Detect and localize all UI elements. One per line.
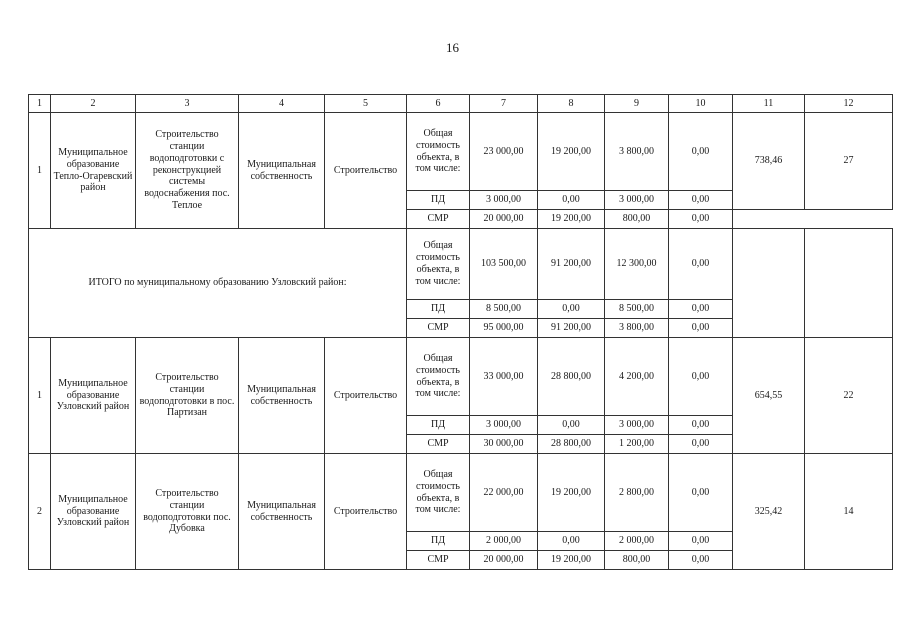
value-cell: 30 000,00 bbox=[470, 435, 538, 454]
value-cell: 2 000,00 bbox=[470, 532, 538, 551]
cost-label: Общая стоимость объекта, в том числе: bbox=[407, 454, 470, 532]
value-cell: 3 000,00 bbox=[470, 416, 538, 435]
col-header: 11 bbox=[733, 95, 805, 113]
cost-label: СМР bbox=[407, 435, 470, 454]
value-cell: 8 500,00 bbox=[470, 300, 538, 319]
object-cell: Строительство станции водоподготовки с реконструкцией системы водоснабжения пос. Теплое bbox=[136, 113, 239, 229]
col-header: 1 bbox=[29, 95, 51, 113]
value-cell: 28 800,00 bbox=[538, 338, 605, 416]
value-cell: 0,00 bbox=[669, 435, 733, 454]
page-number: 16 bbox=[446, 40, 459, 55]
value-cell: 0,00 bbox=[669, 454, 733, 532]
value-cell: 3 000,00 bbox=[605, 416, 669, 435]
col-header: 4 bbox=[239, 95, 325, 113]
value-cell: 0,00 bbox=[538, 416, 605, 435]
indicator-cell: 22 bbox=[805, 338, 893, 454]
value-cell: 0,00 bbox=[669, 532, 733, 551]
value-cell: 12 300,00 bbox=[605, 229, 669, 300]
cost-label: ПД bbox=[407, 416, 470, 435]
cost-label: СМР bbox=[407, 551, 470, 570]
value-cell: 3 000,00 bbox=[470, 191, 538, 210]
value-cell: 0,00 bbox=[669, 229, 733, 300]
value-cell: 91 200,00 bbox=[538, 229, 605, 300]
value-cell: 3 800,00 bbox=[605, 319, 669, 338]
value-cell: 0,00 bbox=[669, 113, 733, 191]
value-cell: 20 000,00 bbox=[470, 210, 538, 229]
col-header: 10 bbox=[669, 95, 733, 113]
row-number: 1 bbox=[29, 113, 51, 229]
indicator-cell: 325,42 bbox=[733, 454, 805, 570]
value-cell: 8 500,00 bbox=[605, 300, 669, 319]
header-row bbox=[29, 95, 893, 113]
table-row bbox=[29, 338, 893, 416]
value-cell: 0,00 bbox=[669, 338, 733, 416]
cost-label: СМР bbox=[407, 210, 470, 229]
cost-label: СМР bbox=[407, 319, 470, 338]
value-cell: 800,00 bbox=[605, 551, 669, 570]
value-cell: 3 000,00 bbox=[605, 191, 669, 210]
indicator-cell: 27 bbox=[805, 113, 893, 210]
row-number: 1 bbox=[29, 338, 51, 454]
value-cell: 23 000,00 bbox=[470, 113, 538, 191]
col-header: 7 bbox=[470, 95, 538, 113]
value-cell: 0,00 bbox=[669, 300, 733, 319]
col-header: 5 bbox=[325, 95, 407, 113]
ownership-cell: Муниципальная собственность bbox=[239, 454, 325, 570]
empty-cell bbox=[805, 229, 893, 338]
indicator-cell: 654,55 bbox=[733, 338, 805, 454]
ownership-cell: Муниципальная собственность bbox=[239, 113, 325, 229]
indicator-cell: 738,46 bbox=[733, 113, 805, 210]
value-cell: 0,00 bbox=[669, 191, 733, 210]
row-number: 2 bbox=[29, 454, 51, 570]
value-cell: 2 000,00 bbox=[605, 532, 669, 551]
empty-cell bbox=[805, 210, 893, 229]
value-cell: 95 000,00 bbox=[470, 319, 538, 338]
work-type-cell: Строительство bbox=[325, 338, 407, 454]
value-cell: 22 000,00 bbox=[470, 454, 538, 532]
total-row bbox=[29, 229, 893, 300]
value-cell: 0,00 bbox=[538, 191, 605, 210]
value-cell: 19 200,00 bbox=[538, 454, 605, 532]
investment-table bbox=[28, 94, 893, 570]
value-cell: 0,00 bbox=[669, 210, 733, 229]
value-cell: 19 200,00 bbox=[538, 113, 605, 191]
value-cell: 103 500,00 bbox=[470, 229, 538, 300]
col-header: 6 bbox=[407, 95, 470, 113]
col-header: 9 bbox=[605, 95, 669, 113]
value-cell: 0,00 bbox=[669, 319, 733, 338]
cost-label: Общая стоимость объекта, в том числе: bbox=[407, 338, 470, 416]
col-header: 2 bbox=[51, 95, 136, 113]
cost-label: ПД bbox=[407, 532, 470, 551]
empty-cell bbox=[733, 210, 805, 229]
value-cell: 20 000,00 bbox=[470, 551, 538, 570]
col-header: 8 bbox=[538, 95, 605, 113]
indicator-cell: 14 bbox=[805, 454, 893, 570]
value-cell: 0,00 bbox=[538, 300, 605, 319]
municipality-cell: Муниципальное образование Узловский район bbox=[51, 454, 136, 570]
value-cell: 2 800,00 bbox=[605, 454, 669, 532]
value-cell: 800,00 bbox=[605, 210, 669, 229]
object-cell: Строительство станции водоподготовки пос. Дубовка bbox=[136, 454, 239, 570]
total-label: ИТОГО по муниципальному образованию Узловский район: bbox=[29, 229, 407, 338]
work-type-cell: Строительство bbox=[325, 454, 407, 570]
cost-label: Общая стоимость объекта, в том числе: bbox=[407, 229, 470, 300]
value-cell: 28 800,00 bbox=[538, 435, 605, 454]
col-header: 3 bbox=[136, 95, 239, 113]
table-row bbox=[29, 113, 893, 191]
empty-cell bbox=[733, 229, 805, 338]
value-cell: 0,00 bbox=[538, 532, 605, 551]
work-type-cell: Строительство bbox=[325, 113, 407, 229]
value-cell: 19 200,00 bbox=[538, 551, 605, 570]
value-cell: 4 200,00 bbox=[605, 338, 669, 416]
object-cell: Строительство станции водоподготовки в пос. Партизан bbox=[136, 338, 239, 454]
value-cell: 1 200,00 bbox=[605, 435, 669, 454]
table-row bbox=[29, 454, 893, 532]
value-cell: 91 200,00 bbox=[538, 319, 605, 338]
value-cell: 0,00 bbox=[669, 551, 733, 570]
value-cell: 19 200,00 bbox=[538, 210, 605, 229]
cost-label: ПД bbox=[407, 300, 470, 319]
value-cell: 3 800,00 bbox=[605, 113, 669, 191]
cost-label: Общая стоимость объекта, в том числе: bbox=[407, 113, 470, 191]
municipality-cell: Муниципальное образование Узловский район bbox=[51, 338, 136, 454]
municipality-cell: Муниципальное образование Тепло-Огаревский район bbox=[51, 113, 136, 229]
col-header: 12 bbox=[805, 95, 893, 113]
cost-label: ПД bbox=[407, 191, 470, 210]
ownership-cell: Муниципальная собственность bbox=[239, 338, 325, 454]
value-cell: 0,00 bbox=[669, 416, 733, 435]
value-cell: 33 000,00 bbox=[470, 338, 538, 416]
